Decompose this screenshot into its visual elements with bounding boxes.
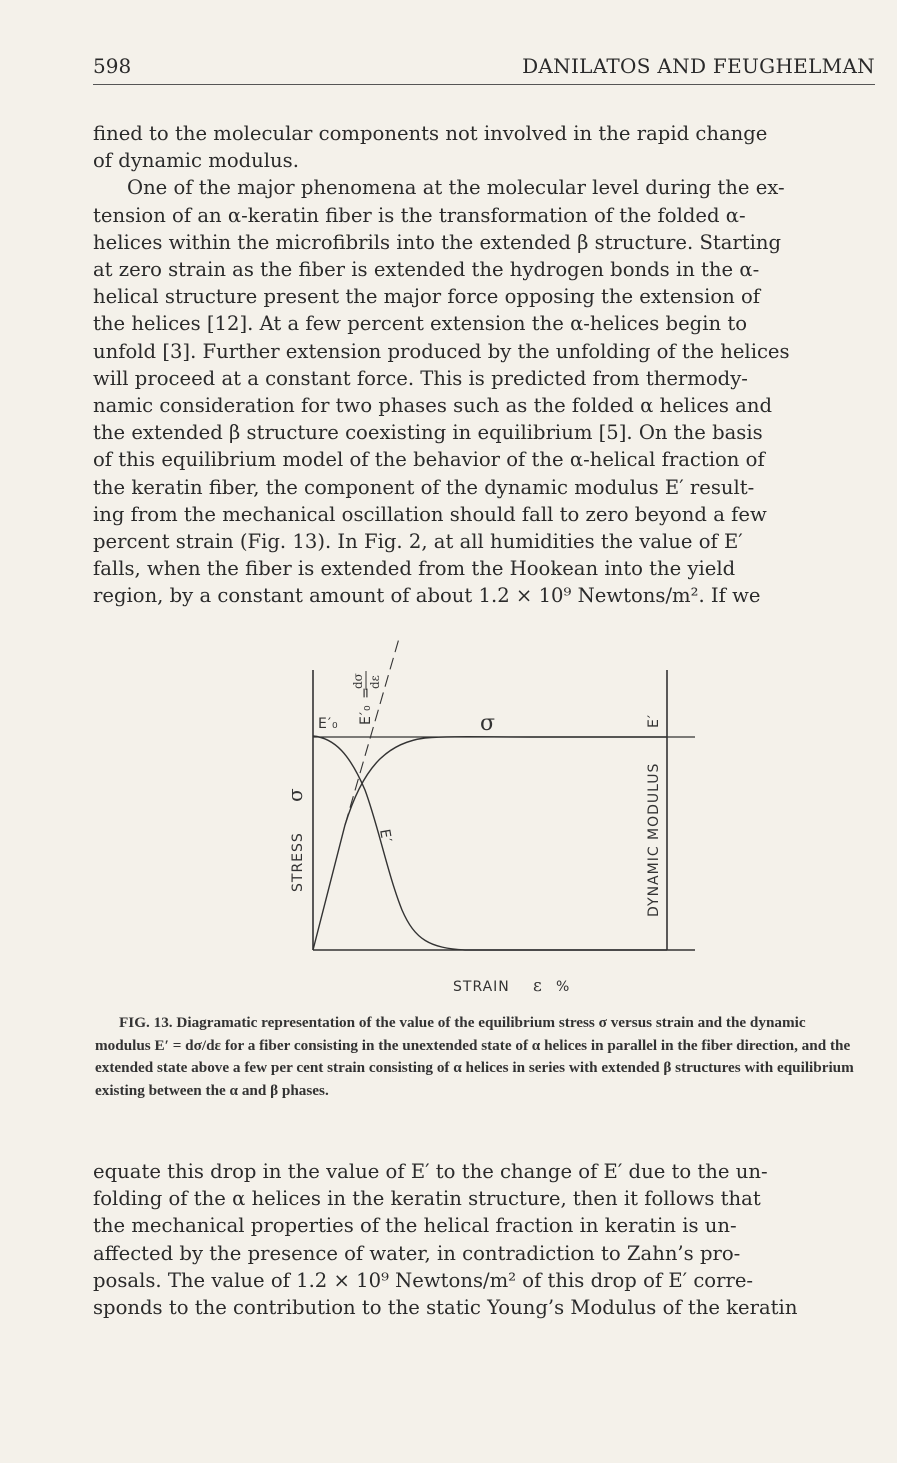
page-number: 598 — [93, 54, 132, 78]
stress-axis-symbol: σ — [283, 788, 307, 802]
text-line: the mechanical properties of the helical fraction in keratin is un- — [93, 1214, 737, 1238]
text-line: at zero strain as the fiber is extended the hydrogen bonds in the α- — [93, 258, 760, 282]
text-line: ing from the mechanical oscillation should fall to zero beyond a few — [93, 502, 767, 526]
text-line: the extended β structure coexisting in equilibrium [5]. On the basis — [93, 421, 763, 445]
tangent-label — [351, 671, 382, 725]
stress-curve — [313, 737, 667, 950]
sigma-curve-label: σ — [480, 711, 496, 736]
text-line: unfold [3]. Further extension produced by the unfolding of the helices — [93, 339, 790, 363]
text-line: fined to the molecular components not involved in the rapid change — [93, 122, 768, 145]
text-line: of dynamic modulus. — [93, 149, 299, 173]
tangent-label-denominator: dε — [368, 675, 382, 689]
text-line: the keratin fiber, the component of the dynamic modulus E′ result- — [93, 475, 755, 499]
text-line: falls, when the fiber is extended from the Hookean into the yield — [93, 557, 736, 581]
text-line: namic consideration for two phases such as the folded α helices and — [93, 394, 773, 418]
e0-label: E′₀ — [318, 716, 339, 732]
running-head: DANILATOS AND FEUGHELMAN — [522, 54, 875, 78]
text-line: One of the major phenomena at the molecular level during the ex- — [127, 176, 785, 200]
text-line: will proceed at a constant force. This is predicted from thermody- — [93, 366, 748, 390]
text-line: the helices [12]. At a few percent extension the α-helices begin to — [93, 312, 747, 336]
figure-diagram — [270, 630, 730, 1000]
text-line: region, by a constant amount of about 1.2 × 10⁹ Newtons/m². If we — [93, 584, 761, 608]
strain-axis-label: STRAIN — [453, 979, 510, 995]
caption-label: FIG. 13. — [119, 1014, 173, 1031]
text-line: tension of an α-keratin fiber is the transformation of the folded α- — [93, 203, 746, 227]
figure-caption — [95, 1012, 855, 1102]
modulus-axis-symbol: E′ — [646, 713, 662, 728]
text-line: of this equilibrium model of the behavior of the α-helical fraction of — [93, 448, 765, 472]
text-line: affected by the presence of water, in contradiction to Zahn’s pro- — [93, 1241, 741, 1265]
e-curve-label: E′ — [376, 827, 395, 845]
stress-axis-label: STRESS — [290, 832, 306, 892]
caption-text: Diagramatic representation of the value of the equilibrium stress σ versus strain and the dynamic modulus E′ = dσ/dε for a fiber consisting in the unextended state of α helices in parallel in the fiber direction, and the extended state above a few per cent strain consisting of α helices in series with extended β structures with equilibrium existing between the α and β phases. — [95, 1014, 854, 1099]
dynamic-modulus-curve — [313, 736, 667, 950]
text-line: helical structure present the major force opposing the extension of — [93, 285, 761, 309]
text-line: sponds to the contribution to the static Young’s Modulus of the keratin — [93, 1296, 798, 1320]
text-line: equate this drop in the value of E′ to the change of E′ due to the un- — [93, 1160, 768, 1183]
text-line: folding of the α helices in the keratin structure, then it follows that — [93, 1187, 761, 1211]
text-line: helices within the microfibrils into the extended β structure. Starting — [93, 230, 782, 254]
tangent-label-numerator: dσ — [351, 673, 365, 689]
body-text-bottom — [93, 1158, 888, 1321]
modulus-axis-label: DYNAMIC MODULUS — [646, 762, 662, 917]
tangent-label-lhs: E′₀ = — [358, 686, 374, 725]
body-text-top — [93, 120, 888, 610]
tangent-line — [345, 635, 400, 825]
text-line: posals. The value of 1.2 × 10⁹ Newtons/m² of this drop of E′ corre- — [93, 1268, 754, 1292]
text-line: percent strain (Fig. 13). In Fig. 2, at all humidities the value of E′ — [93, 530, 743, 554]
strain-axis-symbol: ε — [533, 976, 542, 996]
page-header — [93, 54, 875, 85]
strain-axis-unit: % — [556, 979, 571, 995]
figure-13 — [270, 630, 730, 1000]
